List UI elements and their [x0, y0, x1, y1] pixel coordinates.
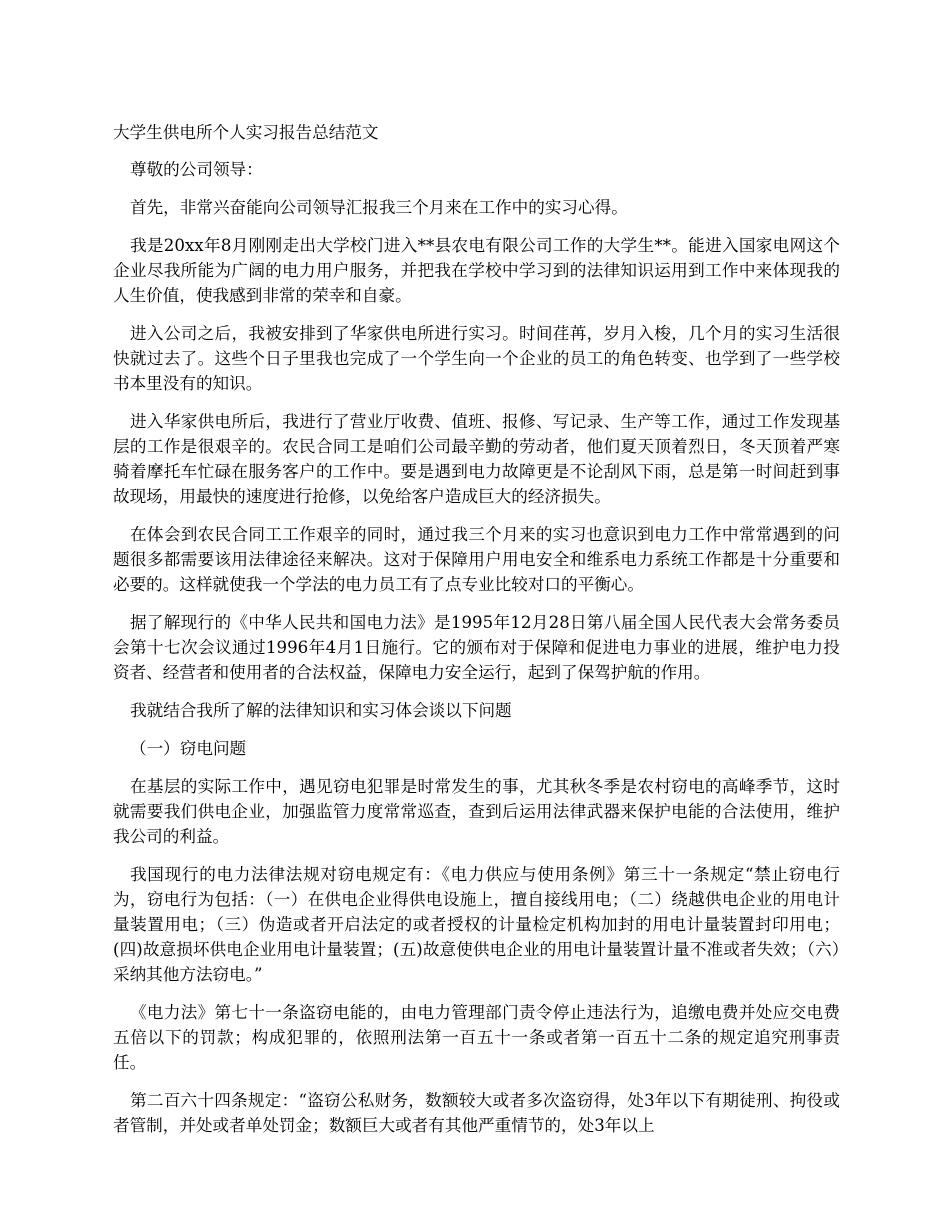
document-body [113, 120, 840, 1138]
paragraph-topics-intro: 我就结合我所了解的法律知识和实习体会谈以下问题 [130, 701, 512, 720]
paragraph-article-264: 第二百六十四条规定：“盗窃公私财务，数额较大或者多次盗窃得，处3年以下有期徒刑、拘役或者管制，并处或者单处罚金；数额巨大或者有其他严重情节的，处3年以上 [113, 1091, 840, 1135]
paragraph-self-introduction: 我是20xx年8月刚刚走出大学校门进入**县农电有限公司工作的大学生**。能进入国家电网这个企业尽我所能为广阔的电力用户服务，并把我在学校中学习到的法律知识运用到工作中来体现我的人生价值，使我感到非常的荣幸和自豪。 [113, 236, 840, 305]
paragraph-salutation: 尊敬的公司领导： [130, 160, 263, 179]
paragraph-internship-start: 进入公司之后，我被安排到了华家供电所进行实习。时间荏苒，岁月入梭，几个月的实习生活很快就过去了。这些个日子里我也完成了一个学生向一个企业的员工的角色转变、也学到了一些学校书本里没有的知识。 [113, 324, 840, 393]
paragraph-intro: 首先，非常兴奋能向公司领导汇报我三个月来在工作中的实习心得。 [130, 198, 628, 217]
paragraph-electricity-law: 据了解现行的《中华人民共和国电力法》是1995年12月28日第八届全国人民代表大会常务委员会第十七次会议通过1996年4月1日施行。它的颁布对于保障和促进电力事业的进展，维护电力投资者、经营者和使用者的合法权益，保障电力安全运行，起到了保驾护航的作用。 [113, 613, 840, 682]
paragraph-work-experience: 进入华家供电所后，我进行了营业厅收费、值班、报修、写记录、生产等工作，通过工作发现基层的工作是很艰辛的。农民合同工是咱们公司最辛勤的劳动者，他们夏天顶着烈日，冬天顶着严寒骑着摩托车忙碌在服务客户的工作中。要是遇到电力故障更是不论刮风下雨，总是第一时间赶到事故现场，用最快的速度进行抢修，以免给客户造成巨大的经济损失。 [113, 412, 840, 506]
document-title: 大学生供电所个人实习报告总结范文 [113, 123, 379, 142]
paragraph-article-71: 《电力法》第七十一条盗窃电能的，由电力管理部门责令停止违法行为，追缴电费并处应交电费五倍以下的罚款；构成犯罪的，依照刑法第一百五十一条或者第一百五十二条的规定追究刑事责任。 [113, 1003, 840, 1072]
paragraph-theft-regulations: 我国现行的电力法律法规对窃电规定有：《电力供应与使用条例》第三十一条规定“禁止窃电行为，窃电行为包括：（一）在供电企业得供电设施上，擅自接线用电；（二）绕越供电企业的用电计量装置用电；（三）伪造或者开启法定的或者授权的计量检定机构加封的用电计量装置封印用电；(四)故意损坏供电企业用电计量装置；(五)故意使供电企业的用电计量装置计量不准或者失效；（六）采纳其他方法窃电。” [113, 865, 840, 984]
section-heading-electricity-theft: （一）窃电问题 [130, 739, 247, 758]
paragraph-theft-context: 在基层的实际工作中，遇见窃电犯罪是时常发生的事，尤其秋冬季是农村窃电的高峰季节，这时就需要我们供电企业，加强监管力度常常巡查，查到后运用法律武器来保护电能的合法使用，维护我公司的利益。 [113, 777, 840, 846]
paragraph-legal-awareness: 在体会到农民合同工工作艰辛的同时，通过我三个月来的实习也意识到电力工作中常常遇到的问题很多都需要该用法律途径来解决。这对于保障用户用电安全和维系电力系统工作都是十分重要和必要的。这样就使我一个学法的电力员工有了点专业比较对口的平衡心。 [113, 525, 840, 594]
